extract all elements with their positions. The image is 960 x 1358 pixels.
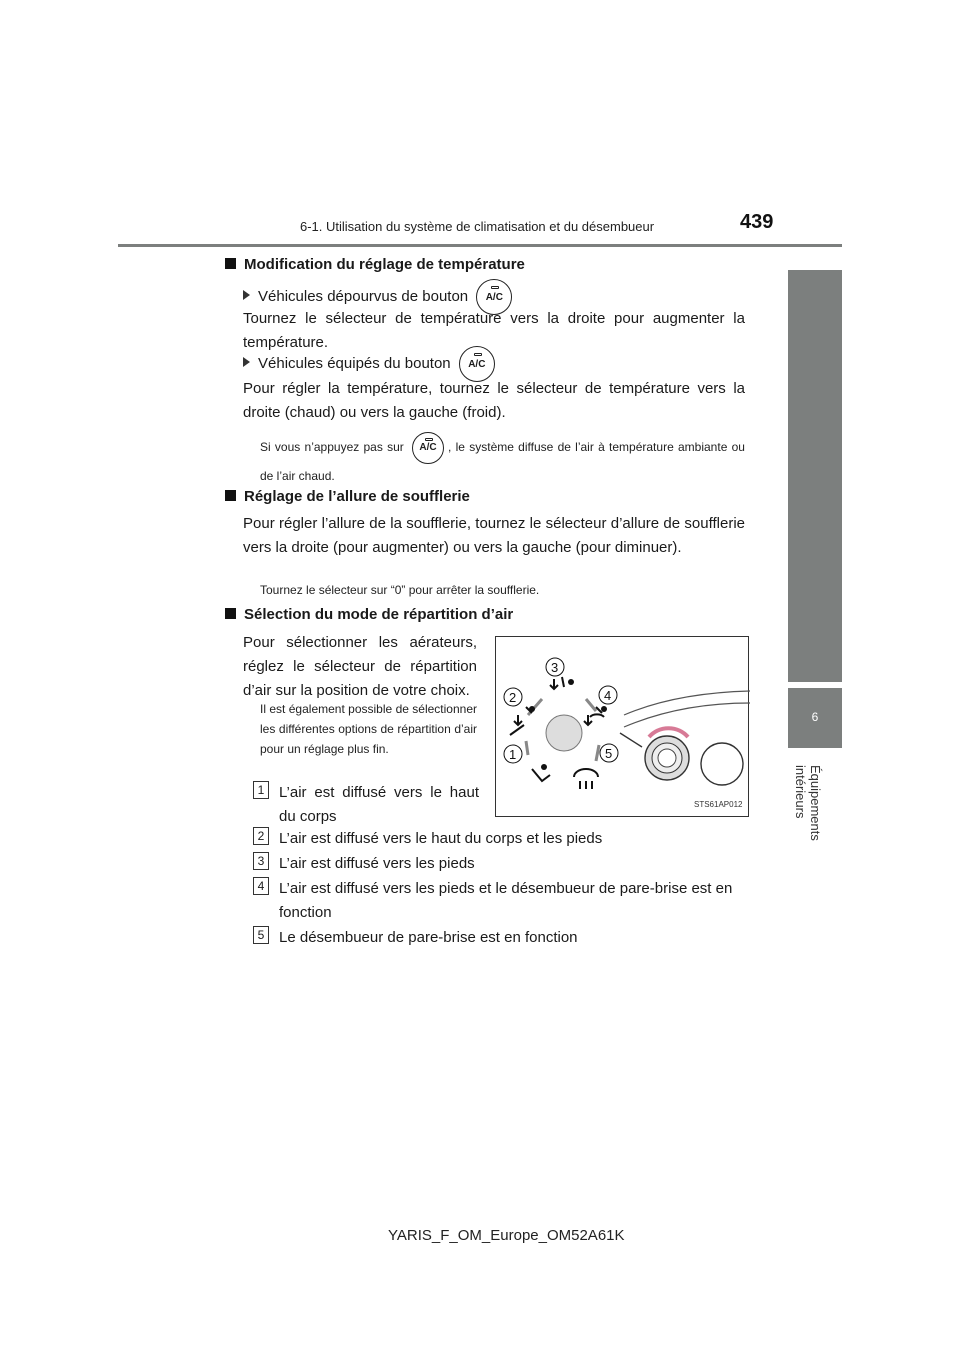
header-divider bbox=[118, 244, 842, 247]
fan-speed-note: Tournez le sélecteur sur “0” pour arrêter la soufflerie. bbox=[260, 583, 540, 597]
air-distribution-dial-illustration bbox=[496, 637, 750, 818]
temperature-note: Si vous n’appuyez pas sur A/C , le système diffuse de l’air à température ambiante ou de l’air chaud. bbox=[260, 432, 745, 488]
air-distribution-text: Pour sélectionner les aérateurs, réglez le sélecteur de répartition d’air sur la position de votre choix. bbox=[243, 634, 477, 699]
side-tab-number: 6 bbox=[788, 688, 842, 748]
ac-button-icon: A/C bbox=[412, 432, 444, 464]
bullet-with-ac: Véhicules équipés du bouton A/C bbox=[243, 346, 495, 382]
list-item: 4 L’air est diffusé vers les pieds et le désembueur de pare-brise est en fonction bbox=[253, 877, 745, 925]
list-item: 3 L’air est diffusé vers les pieds bbox=[253, 852, 745, 876]
figure-label-3: 3 bbox=[551, 660, 559, 675]
section-title-air-distribution: Sélection du mode de répartition d’air bbox=[225, 606, 513, 623]
chapter-title: 6-1. Utilisation du système de climatisation et du désembueur bbox=[300, 219, 655, 234]
air-distribution-note: Il est également possible de sélectionner les différentes options de répartition d’air pour un réglage plus fin. bbox=[260, 702, 477, 756]
side-tab-bar bbox=[788, 270, 842, 682]
section-title-fan-speed: Réglage de l’allure de soufflerie bbox=[225, 488, 470, 505]
fan-speed-text: Pour régler l’allure de la soufflerie, tournez le sélecteur d’allure de soufflerie vers la droite (pour augmenter) ou vers la gauche (pour diminuer). bbox=[243, 515, 745, 556]
list-item: 1 L’air est diffusé vers le haut du corps bbox=[253, 781, 479, 829]
side-tab-label: Équipements intérieurs bbox=[793, 765, 823, 841]
section-title-temperature: Modification du réglage de température bbox=[225, 256, 525, 273]
temperature-text-1: Tournez le sélecteur de température vers la droite pour augmenter la température. bbox=[243, 310, 745, 351]
list-item: 5 Le désembueur de pare-brise est en fonction bbox=[253, 926, 745, 950]
bullet-without-ac: Véhicules dépourvus de bouton A/C bbox=[243, 279, 512, 315]
square-bullet-icon bbox=[225, 490, 236, 501]
ac-button-icon: A/C bbox=[476, 279, 512, 315]
triangle-bullet-icon bbox=[243, 290, 250, 300]
figure-code: STS61AP012 bbox=[694, 800, 743, 809]
figure-label-5: 5 bbox=[605, 746, 613, 761]
figure-label-4: 4 bbox=[604, 688, 612, 703]
figure-label-1: 1 bbox=[509, 747, 517, 762]
figure-label-2: 2 bbox=[509, 690, 517, 705]
square-bullet-icon bbox=[225, 258, 236, 269]
ac-button-icon: A/C bbox=[459, 346, 495, 382]
air-distribution-figure bbox=[495, 636, 749, 817]
temperature-text-2: Pour régler la température, tournez le sélecteur de température vers la droite (chaud) ou vers la gauche (froid). bbox=[243, 380, 745, 421]
square-bullet-icon bbox=[225, 608, 236, 619]
page-number: 439 bbox=[740, 211, 774, 233]
document-id: YARIS_F_OM_Europe_OM52A61K bbox=[388, 1227, 625, 1244]
list-item: 2 L’air est diffusé vers le haut du corps et les pieds bbox=[253, 827, 745, 851]
triangle-bullet-icon bbox=[243, 357, 250, 367]
